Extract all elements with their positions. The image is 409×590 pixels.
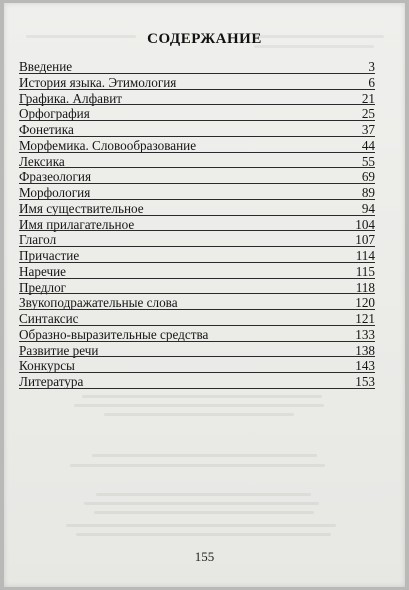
toc-entry-page: 6 — [368, 74, 375, 90]
toc-entry — [19, 217, 375, 233]
toc-entry — [19, 295, 375, 311]
page-number: 155 — [194, 549, 215, 564]
toc-entry — [19, 75, 375, 91]
toc-entry-title: Глагол — [19, 232, 57, 248]
toc-entry-page: 118 — [355, 279, 375, 295]
toc-entry-title: Введение — [19, 59, 73, 74]
toc-entry — [19, 280, 375, 296]
toc-entry-title: Орфография — [19, 106, 90, 122]
toc-entry-title: Фразеология — [19, 169, 92, 185]
toc-entry-title: Предлог — [19, 279, 67, 295]
toc-entry-page: 138 — [355, 342, 375, 358]
toc-entry-title: Морфемика. Словообразование — [19, 137, 197, 153]
toc-entry — [19, 138, 375, 154]
toc-entry — [19, 264, 375, 280]
toc-entry — [19, 232, 375, 248]
toc-entry-page: 37 — [361, 122, 375, 137]
toc-entry-title: Синтаксис — [19, 311, 79, 326]
toc-entry-page: 104 — [355, 216, 375, 232]
toc-entry-title: Имя существительное — [19, 200, 144, 216]
toc-entry — [19, 358, 375, 374]
toc-entry — [19, 91, 375, 107]
toc-entry-page: 55 — [361, 153, 375, 169]
toc-entry — [19, 374, 375, 390]
toc-entry-title: Наречие — [19, 263, 67, 279]
toc-entry-title: История языка. Этимология — [19, 74, 177, 90]
page-title: СОДЕРЖАНИЕ — [147, 31, 262, 47]
toc-entry-page: 121 — [355, 311, 375, 326]
toc-entry — [19, 248, 375, 264]
toc-entry — [19, 327, 375, 343]
toc-entry-title: Морфология — [19, 185, 91, 200]
toc-entry-title: Образно-выразительные средства — [19, 326, 209, 342]
table-of-contents — [19, 59, 375, 390]
toc-entry-page: 3 — [368, 59, 375, 74]
toc-entry-title: Звукоподражательные слова — [19, 295, 178, 311]
toc-entry-title: Фонетика — [19, 122, 74, 137]
toc-entry-title: Имя прилагательное — [19, 216, 135, 232]
toc-entry-page: 69 — [361, 169, 375, 185]
toc-entry-page: 114 — [355, 248, 375, 263]
toc-entry-page: 143 — [355, 358, 375, 374]
toc-entry — [19, 185, 375, 201]
toc-entry-title: Литература — [19, 374, 84, 389]
toc-entry-page: 153 — [355, 374, 375, 389]
toc-entry-page: 115 — [355, 263, 375, 279]
toc-entry-title: Конкурсы — [19, 358, 75, 374]
toc-entry — [19, 311, 375, 327]
toc-entry — [19, 122, 375, 138]
toc-entry-page: 133 — [355, 326, 375, 342]
toc-entry-title: Причастие — [19, 248, 80, 263]
toc-entry-page: 120 — [355, 295, 375, 311]
toc-entry — [19, 154, 375, 170]
toc-entry-page: 107 — [355, 232, 375, 248]
toc-entry-page: 21 — [361, 90, 375, 106]
toc-entry — [19, 343, 375, 359]
book-page — [4, 3, 405, 587]
toc-entry — [19, 169, 375, 185]
toc-entry — [19, 106, 375, 122]
toc-entry-title: Развитие речи — [19, 342, 99, 358]
toc-entry-page: 89 — [361, 185, 375, 200]
toc-entry-page: 25 — [361, 106, 375, 122]
toc-entry — [19, 59, 375, 75]
toc-entry-page: 44 — [361, 137, 375, 153]
toc-entry-title: Лексика — [19, 153, 65, 169]
toc-entry-title: Графика. Алфавит — [19, 90, 123, 106]
toc-entry-page: 94 — [361, 200, 375, 216]
toc-entry — [19, 201, 375, 217]
